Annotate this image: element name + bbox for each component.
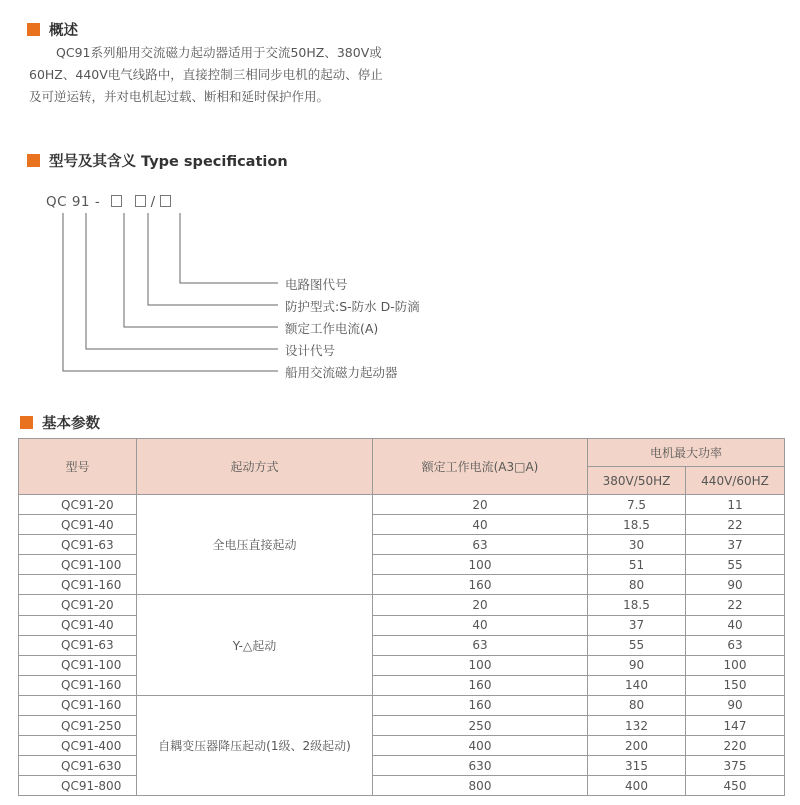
cell-model: QC91-160 bbox=[19, 675, 137, 695]
cell-rated-current: 40 bbox=[373, 615, 588, 635]
cell-power-380v: 400 bbox=[588, 776, 686, 796]
cell-power-440v: 11 bbox=[686, 495, 785, 515]
cell-power-380v: 132 bbox=[588, 716, 686, 736]
cell-power-380v: 55 bbox=[588, 635, 686, 655]
cell-power-380v: 90 bbox=[588, 655, 686, 675]
leader-marine-line bbox=[63, 213, 278, 371]
overview-line-2: 60HZ、440V电气线路中，直接控制三相同步电机的起动、停止 bbox=[29, 67, 383, 82]
model-code-slash: / bbox=[150, 194, 156, 210]
table-row bbox=[19, 736, 785, 756]
cell-model: QC91-250 bbox=[19, 716, 137, 736]
table-row bbox=[19, 695, 785, 715]
params-heading bbox=[20, 412, 100, 433]
label-protection: 防护型式:S-防水 D-防滴 bbox=[285, 299, 420, 314]
cell-model: QC91-40 bbox=[19, 515, 137, 535]
cell-rated-current: 20 bbox=[373, 495, 588, 515]
cell-power-440v: 22 bbox=[686, 515, 785, 535]
table-row bbox=[19, 716, 785, 736]
table-row bbox=[19, 675, 785, 695]
label-marine-starter: 船用交流磁力起动器 bbox=[285, 365, 398, 380]
cell-power-380v: 315 bbox=[588, 756, 686, 776]
cell-rated-current: 160 bbox=[373, 575, 588, 595]
cell-power-440v: 90 bbox=[686, 575, 785, 595]
cell-model: QC91-100 bbox=[19, 655, 137, 675]
cell-power-380v: 30 bbox=[588, 535, 686, 555]
table-row bbox=[19, 515, 785, 535]
label-circuit-code: 电路图代号 bbox=[285, 277, 348, 292]
cell-model: QC91-20 bbox=[19, 595, 137, 615]
cell-power-440v: 450 bbox=[686, 776, 785, 796]
cell-model: QC91-63 bbox=[19, 535, 137, 555]
table-row bbox=[19, 555, 785, 575]
cell-model: QC91-160 bbox=[19, 575, 137, 595]
cell-model: QC91-20 bbox=[19, 495, 137, 515]
cell-power-380v: 37 bbox=[588, 615, 686, 635]
table-row bbox=[19, 635, 785, 655]
overview-title: 概述 bbox=[49, 23, 78, 39]
cell-power-440v: 150 bbox=[686, 675, 785, 695]
cell-power-440v: 37 bbox=[686, 535, 785, 555]
header-max-power: 电机最大功率 bbox=[588, 439, 785, 467]
cell-rated-current: 20 bbox=[373, 595, 588, 615]
table-row bbox=[19, 756, 785, 776]
leader-circuit-line bbox=[180, 213, 278, 283]
cell-power-440v: 40 bbox=[686, 615, 785, 635]
cell-power-380v: 140 bbox=[588, 675, 686, 695]
cell-power-380v: 18.5 bbox=[588, 595, 686, 615]
cell-rated-current: 250 bbox=[373, 716, 588, 736]
cell-power-380v: 7.5 bbox=[588, 495, 686, 515]
table-row bbox=[19, 535, 785, 555]
params-table bbox=[18, 438, 785, 796]
cell-rated-current: 160 bbox=[373, 675, 588, 695]
leader-design-line bbox=[86, 213, 278, 349]
leader-current-line bbox=[124, 213, 278, 327]
table-row bbox=[19, 595, 785, 615]
label-design-code: 设计代号 bbox=[285, 343, 336, 358]
table-row bbox=[19, 575, 785, 595]
cell-rated-current: 40 bbox=[373, 515, 588, 535]
cell-power-440v: 147 bbox=[686, 716, 785, 736]
cell-model: QC91-160 bbox=[19, 695, 137, 715]
overview-line-1: QC91系列船用交流磁力起动器适用于交流50HZ、380V或 bbox=[56, 45, 382, 60]
cell-rated-current: 800 bbox=[373, 776, 588, 796]
type-spec-title: 型号及其含义 Type specification bbox=[49, 154, 288, 170]
cell-power-440v: 22 bbox=[686, 595, 785, 615]
cell-power-440v: 375 bbox=[686, 756, 785, 776]
header-440v: 440V/60HZ bbox=[686, 467, 785, 495]
params-table-body bbox=[19, 495, 785, 796]
label-rated-current: 额定工作电流(A) bbox=[285, 321, 379, 336]
model-code-prefix: QC 91 - bbox=[46, 194, 101, 210]
cell-rated-current: 400 bbox=[373, 736, 588, 756]
cell-model: QC91-100 bbox=[19, 555, 137, 575]
cell-power-380v: 80 bbox=[588, 695, 686, 715]
header-380v: 380V/50HZ bbox=[588, 467, 686, 495]
cell-rated-current: 160 bbox=[373, 695, 588, 715]
cell-start-method: Y-△起动 bbox=[137, 595, 373, 695]
cell-model: QC91-40 bbox=[19, 615, 137, 635]
cell-power-440v: 90 bbox=[686, 695, 785, 715]
cell-power-440v: 55 bbox=[686, 555, 785, 575]
cell-power-440v: 63 bbox=[686, 635, 785, 655]
header-start-method: 起动方式 bbox=[137, 439, 373, 495]
cell-model: QC91-400 bbox=[19, 736, 137, 756]
cell-rated-current: 630 bbox=[373, 756, 588, 776]
leader-protection-line bbox=[148, 213, 278, 305]
cell-rated-current: 100 bbox=[373, 555, 588, 575]
cell-model: QC91-630 bbox=[19, 756, 137, 776]
table-row bbox=[19, 655, 785, 675]
cell-model: QC91-800 bbox=[19, 776, 137, 796]
section-marker-icon bbox=[20, 416, 33, 429]
cell-power-380v: 18.5 bbox=[588, 515, 686, 535]
table-row bbox=[19, 495, 785, 515]
header-model: 型号 bbox=[19, 439, 137, 495]
cell-power-380v: 200 bbox=[588, 736, 686, 756]
cell-rated-current: 63 bbox=[373, 635, 588, 655]
cell-power-380v: 80 bbox=[588, 575, 686, 595]
table-row bbox=[19, 776, 785, 796]
cell-rated-current: 100 bbox=[373, 655, 588, 675]
cell-start-method: 自耦变压器降压起动(1级、2级起动) bbox=[137, 695, 373, 795]
cell-start-method: 全电压直接起动 bbox=[137, 495, 373, 595]
params-title: 基本参数 bbox=[42, 416, 100, 432]
cell-power-440v: 220 bbox=[686, 736, 785, 756]
cell-model: QC91-63 bbox=[19, 635, 137, 655]
cell-power-380v: 51 bbox=[588, 555, 686, 575]
cell-power-440v: 100 bbox=[686, 655, 785, 675]
header-rated-current: 额定工作电流(A3□A) bbox=[373, 439, 588, 495]
cell-rated-current: 63 bbox=[373, 535, 588, 555]
overview-line-3: 及可逆运转，并对电机起过载、断相和延时保护作用。 bbox=[29, 89, 330, 104]
table-row bbox=[19, 615, 785, 635]
